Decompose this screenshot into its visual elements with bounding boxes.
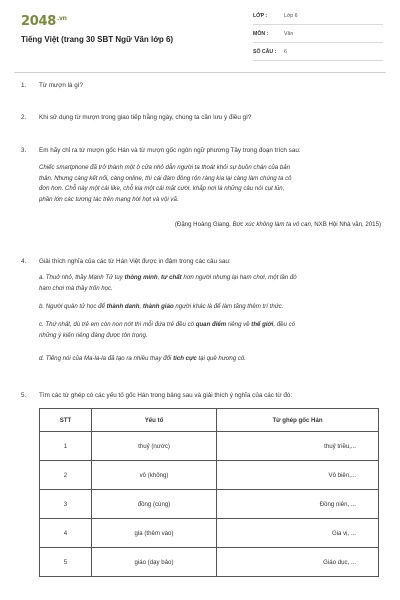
- column-header: Từ ghép gốc Hán: [217, 409, 379, 432]
- page-header: [0, 0, 400, 72]
- item-line: [39, 273, 379, 284]
- column-header: Yếu tố: [92, 409, 217, 432]
- table-cell: thuỷ triều,...: [217, 432, 379, 461]
- meta-key: LỚP :: [253, 13, 268, 19]
- table-cell: vô (không): [92, 461, 217, 490]
- question-text: Tìm các từ ghép có các yếu tố gốc Hán trong bảng sau và giải thích ý nghĩa của các từ đó:: [39, 392, 293, 399]
- question-number: 2.: [21, 114, 27, 121]
- table-row: [40, 548, 379, 577]
- table-row: [40, 519, 379, 548]
- meta-row-subject: [253, 29, 383, 43]
- item-text: , đều có: [273, 321, 296, 328]
- item-a: [39, 273, 379, 294]
- meta-value: 6: [284, 49, 287, 55]
- site-logo[interactable]: [21, 14, 67, 29]
- item-text: b. Người quân tử học để: [39, 303, 107, 310]
- item-text: ,: [157, 274, 162, 281]
- header-divider: [14, 72, 386, 73]
- bold-term: thành giáo: [142, 303, 174, 310]
- bold-term: thành danh: [106, 303, 140, 310]
- source-suffix: , NXB Hội Nhà văn, 2015): [310, 221, 381, 228]
- item-b: [39, 302, 379, 313]
- meta-row-class: [253, 11, 383, 25]
- item-text: a. Thuở nhỏ, thầy Mạnh Tử tuy: [39, 274, 125, 281]
- item-text: c. Thứ nhất, dù trẻ em còn non nớt thì mỗi đứa trẻ đều có: [39, 321, 196, 328]
- table-cell: 2: [40, 461, 92, 490]
- table-cell: đồng (cùng): [92, 490, 217, 519]
- item-text: d. Tiếng nói của Ma-la-la đã tạo ra nhiều thay đổi: [39, 355, 174, 362]
- source-prefix: (Đặng Hoàng Giang,: [174, 221, 233, 228]
- logo-text: 2048: [21, 14, 56, 29]
- table-header-row: [40, 409, 379, 432]
- question-number: 1.: [21, 82, 27, 89]
- meta-info: [253, 11, 383, 65]
- table-cell: 5: [40, 548, 92, 577]
- meta-key: MÔN :: [253, 31, 269, 37]
- passage-line: phần lớn các tương tác trên mạng hời hợt và vội vã.: [39, 195, 179, 203]
- question-number: 5.: [21, 392, 27, 399]
- bold-term: thông minh: [124, 274, 158, 281]
- passage-source: [175, 221, 381, 228]
- table-cell: Giáo dục, ...: [217, 548, 379, 577]
- item-line: [39, 320, 379, 331]
- question-text: Từ mượn là gì?: [39, 82, 84, 89]
- passage-line: đơn hơn. Chỗ này một cái like, chỗ kia một cái mặt cười, khắp nơi là những câu nói cụt lủn,: [39, 185, 285, 192]
- passage-line: Chiếc smartphone đã trở thành một ô cửa nhỏ dẫn người ta thoát khỏi sự buồn chán của bản: [39, 164, 291, 171]
- item-line: ham chơi mà thầy trốn học.: [39, 284, 113, 292]
- table-cell: 3: [40, 490, 92, 519]
- table-cell: thuỷ (nước): [92, 432, 217, 461]
- table-row: [40, 490, 379, 519]
- bold-term: quan điểm: [195, 321, 227, 328]
- table-cell: gia (thêm vào): [92, 519, 217, 548]
- table-cell: 4: [40, 519, 92, 548]
- table-cell: giáo (dạy bảo): [92, 548, 217, 577]
- table-row: [40, 432, 379, 461]
- bold-term: tích cực: [173, 355, 197, 362]
- han-word-table: [39, 408, 379, 577]
- meta-value: Văn: [284, 31, 294, 37]
- table-row: [40, 461, 379, 490]
- question-number: 3.: [21, 147, 27, 154]
- table-cell: Vô biên,...: [217, 461, 379, 490]
- meta-key: SỐ CÂU :: [253, 49, 277, 55]
- column-header: STT: [40, 409, 92, 432]
- item-line: những ý kiến riêng đáng được tôn trọng.: [39, 331, 148, 339]
- question-number: 4.: [21, 258, 27, 265]
- bold-term: tư chất: [161, 274, 182, 281]
- table-cell: Gia vị, ...: [217, 519, 379, 548]
- table-cell: Đồng niên, ...: [217, 490, 379, 519]
- question-text: Khi sử dụng từ mượn trong giao tiếp hằng ngày, chúng ta cần lưu ý điều gì?: [39, 114, 252, 121]
- table-cell: 1: [40, 432, 92, 461]
- item-c: [39, 320, 379, 341]
- item-text: tại quê hương cô.: [196, 355, 246, 362]
- question-text: Giải thích nghĩa của các từ Hán Việt được in đậm trong các câu sau:: [39, 258, 231, 265]
- question-text: Em hãy chỉ ra từ mượn gốc Hán và từ mượn gốc ngôn ngữ phương Tây trong đoạn trích sau:: [39, 147, 301, 154]
- logo-tld: .vn: [56, 14, 67, 22]
- meta-value: Lớp 6: [284, 13, 298, 19]
- document-title: Tiếng Việt (trang 30 SBT Ngữ Văn lớp 6): [21, 35, 174, 44]
- source-book: Bức xúc không làm ta vô can: [232, 221, 311, 228]
- item-d: [39, 354, 379, 365]
- item-text: ,: [139, 303, 143, 310]
- item-text: người khác là để làm tăng thêm trí thức.: [173, 303, 284, 310]
- passage-line: thân. Nhưng càng kết nối, càng online, thì cái đám đông rộn ràng kia lại càng làm chúng ta cô: [39, 174, 292, 182]
- meta-row-count: [253, 47, 383, 61]
- item-text: hơn người nhưng lại ham chơi, một lần đó: [181, 274, 297, 281]
- excerpt-passage: [39, 163, 381, 205]
- item-text: riêng về: [226, 321, 252, 328]
- bold-term: thế giới: [251, 321, 274, 328]
